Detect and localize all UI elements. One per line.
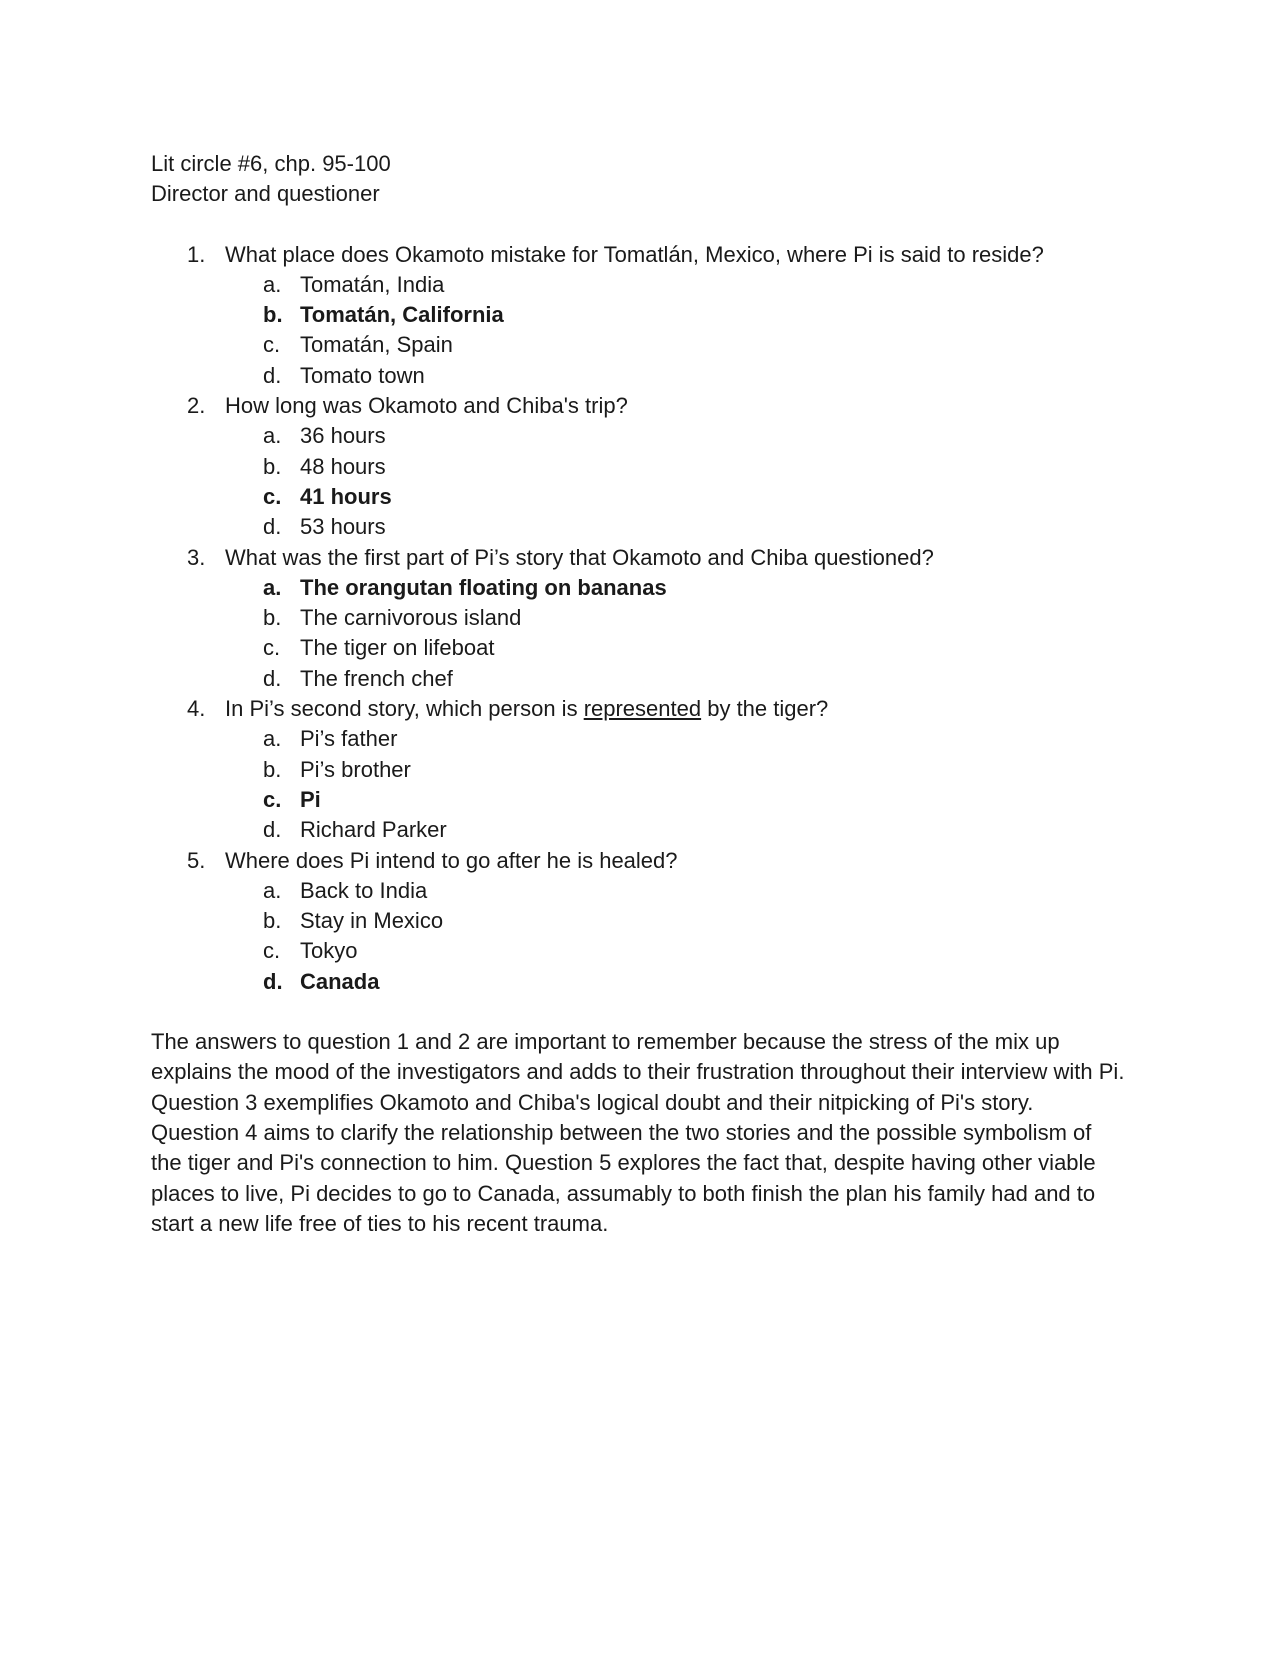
question-5 — [151, 846, 1131, 997]
option-4b — [225, 755, 1131, 785]
option-text: Tomatán, California — [300, 302, 504, 328]
option-letter: b. — [263, 302, 283, 328]
option-text: Tomato town — [300, 362, 425, 388]
option-text: Tomatán, Spain — [300, 332, 453, 358]
question-list — [151, 240, 1131, 997]
option-1a — [225, 270, 1131, 300]
option-text: 36 hours — [300, 423, 386, 449]
question-text: What place does Okamoto mistake for Tomatlán, Mexico, where Pi is said to reside? — [225, 241, 1044, 267]
option-letter: c. — [263, 635, 281, 661]
option-letter: b. — [263, 453, 282, 479]
option-letter: a. — [263, 574, 282, 600]
option-text: Tokyo — [300, 938, 358, 964]
option-text: The orangutan floating on bananas — [300, 574, 667, 600]
option-3b — [225, 603, 1131, 633]
option-2b — [225, 452, 1131, 482]
option-2d — [225, 512, 1131, 542]
question-text — [225, 696, 828, 721]
option-letter: c. — [263, 332, 281, 358]
option-3c — [225, 633, 1131, 663]
option-3a-correct — [225, 573, 1131, 603]
option-5d-correct — [225, 967, 1131, 997]
option-1d — [225, 361, 1131, 391]
option-letter: c. — [263, 483, 282, 509]
option-letter: d. — [263, 514, 282, 540]
question-number: 4. — [187, 696, 206, 722]
option-5a — [225, 876, 1131, 906]
option-letter: a. — [263, 877, 282, 903]
question-number: 2. — [187, 393, 206, 419]
option-list — [225, 573, 1131, 694]
option-letter: a. — [263, 271, 282, 297]
question-number: 1. — [187, 241, 206, 267]
option-text: Pi’s brother — [300, 756, 411, 782]
question-text: Where does Pi intend to go after he is healed? — [225, 847, 678, 873]
question-number: 5. — [187, 847, 206, 873]
option-3d — [225, 664, 1131, 694]
option-text: Back to India — [300, 877, 428, 903]
document-content — [151, 149, 1131, 1239]
question-4 — [151, 694, 1131, 845]
option-letter: b. — [263, 605, 282, 631]
question-3 — [151, 543, 1131, 694]
option-1b-correct — [225, 300, 1131, 330]
option-text: Richard Parker — [300, 817, 447, 843]
option-4d — [225, 815, 1131, 845]
question-text: What was the first part of Pi’s story that Okamoto and Chiba questioned? — [225, 544, 934, 570]
option-4c-correct — [225, 785, 1131, 815]
question-text: How long was Okamoto and Chiba's trip? — [225, 393, 628, 419]
option-letter: c. — [263, 786, 282, 812]
option-list — [225, 724, 1131, 845]
option-4a — [225, 724, 1131, 754]
option-list — [225, 270, 1131, 391]
option-text: The french chef — [300, 665, 453, 691]
option-letter: d. — [263, 362, 282, 388]
option-letter: c. — [263, 938, 281, 964]
option-text: 53 hours — [300, 514, 386, 540]
option-list — [225, 876, 1131, 997]
question-2 — [151, 391, 1131, 542]
option-letter: d. — [263, 968, 283, 994]
option-letter: d. — [263, 665, 282, 691]
question-text-end: by the tiger? — [701, 696, 829, 722]
option-text: Canada — [300, 968, 380, 994]
underlined-word: represented — [583, 696, 702, 722]
option-1c — [225, 330, 1131, 360]
option-2c-correct — [225, 482, 1131, 512]
option-letter: a. — [263, 423, 282, 449]
option-letter: b. — [263, 908, 282, 934]
option-letter: d. — [263, 817, 282, 843]
question-number: 3. — [187, 544, 206, 570]
explanation-paragraph: The answers to question 1 and 2 are important to remember because the stress of the mix up explains the mood of the investigators and adds to their frustration throughout their interview with Pi. Question 3 exemplifies Okamoto and Chiba's logical doubt and their nitpicking of Pi's story. Question 4 aims to clarify the relationship between the two stories and the possible symbolism of the tiger and Pi's connection to him. Question 5 explores the fact that, despite having other viable places to live, Pi decides to go to Canada, assumably to both finish the plan his family had and to start a new life free of ties to his recent trauma. — [151, 1029, 1125, 1236]
option-text: Pi — [300, 786, 321, 812]
question-text-start: In Pi’s second story, which person is — [225, 696, 584, 722]
option-5b — [225, 906, 1131, 936]
header-roles: Director and questioner — [151, 181, 380, 207]
option-text: The carnivorous island — [300, 605, 522, 631]
option-text: Tomatán, India — [300, 271, 445, 297]
option-2a — [225, 421, 1131, 451]
option-text: Stay in Mexico — [300, 908, 444, 934]
option-text: Pi’s father — [300, 726, 398, 752]
option-letter: a. — [263, 726, 282, 752]
header-title: Lit circle #6, chp. 95-100 — [151, 151, 391, 176]
option-letter: b. — [263, 756, 282, 782]
option-list — [225, 421, 1131, 542]
option-text: 48 hours — [300, 453, 386, 479]
option-text: 41 hours — [300, 483, 392, 509]
option-5c — [225, 936, 1131, 966]
question-1 — [151, 240, 1131, 391]
option-text: The tiger on lifeboat — [300, 635, 495, 661]
